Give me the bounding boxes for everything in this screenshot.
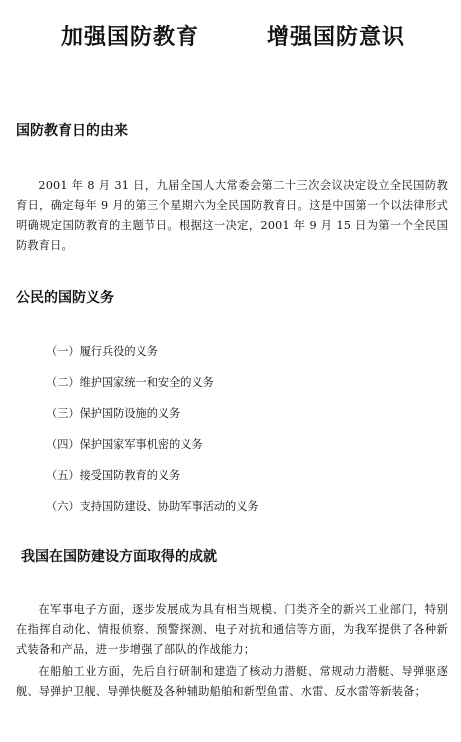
- duties-list: [46, 346, 259, 532]
- title-left: 加强国防教育: [61, 24, 200, 50]
- duty-item: （五）接受国防教育的义务: [46, 469, 181, 482]
- duty-item: （三）保护国防设施的义务: [46, 407, 181, 420]
- achievements-paragraph-electronics: 在军事电子方面，逐步发展成为具有相当规模、门类齐全的新兴工业部门，特别在指挥自动化、情报侦察、预警探测、电子对抗和通信等方面，为我军提供了各种新式装备和产品，进一步增强了部队的作战能力；: [16, 603, 448, 656]
- origin-paragraph: 2001 年 8 月 31 日，九届全国人大常委会第二十三次会议决定设立全民国防教育日，确定每年 9 月的第三个星期六为全民国防教育日。这是中国第一个以法律形式明确规定国防教育的主题节日。根据这一决定，2001 年 9 月 15 日为第一个全民国防教育日。: [16, 179, 448, 252]
- achievements-heading: 我国在国防建设方面取得的成就: [21, 549, 217, 565]
- origin-heading: 国防教育日的由来: [16, 123, 128, 139]
- duty-item: （二）维护国家统一和安全的义务: [46, 376, 214, 389]
- title-right: 增强国防意识: [267, 24, 406, 50]
- duty-item: （四）保护国家军事机密的义务: [46, 438, 203, 451]
- achievements-paragraph-shipbuilding: 在船舶工业方面，先后自行研制和建造了核动力潜艇、常规动力潜艇、导弹驱逐舰、导弹护卫舰、导弹快艇及各种辅助船舶和新型鱼雷、水雷、反水雷等新装备；: [16, 665, 448, 698]
- duties-heading: 公民的国防义务: [16, 290, 114, 306]
- document-title: [0, 20, 461, 60]
- duty-item: （一）履行兵役的义务: [46, 345, 158, 358]
- duty-item: （六）支持国防建设、协助军事活动的义务: [46, 500, 259, 513]
